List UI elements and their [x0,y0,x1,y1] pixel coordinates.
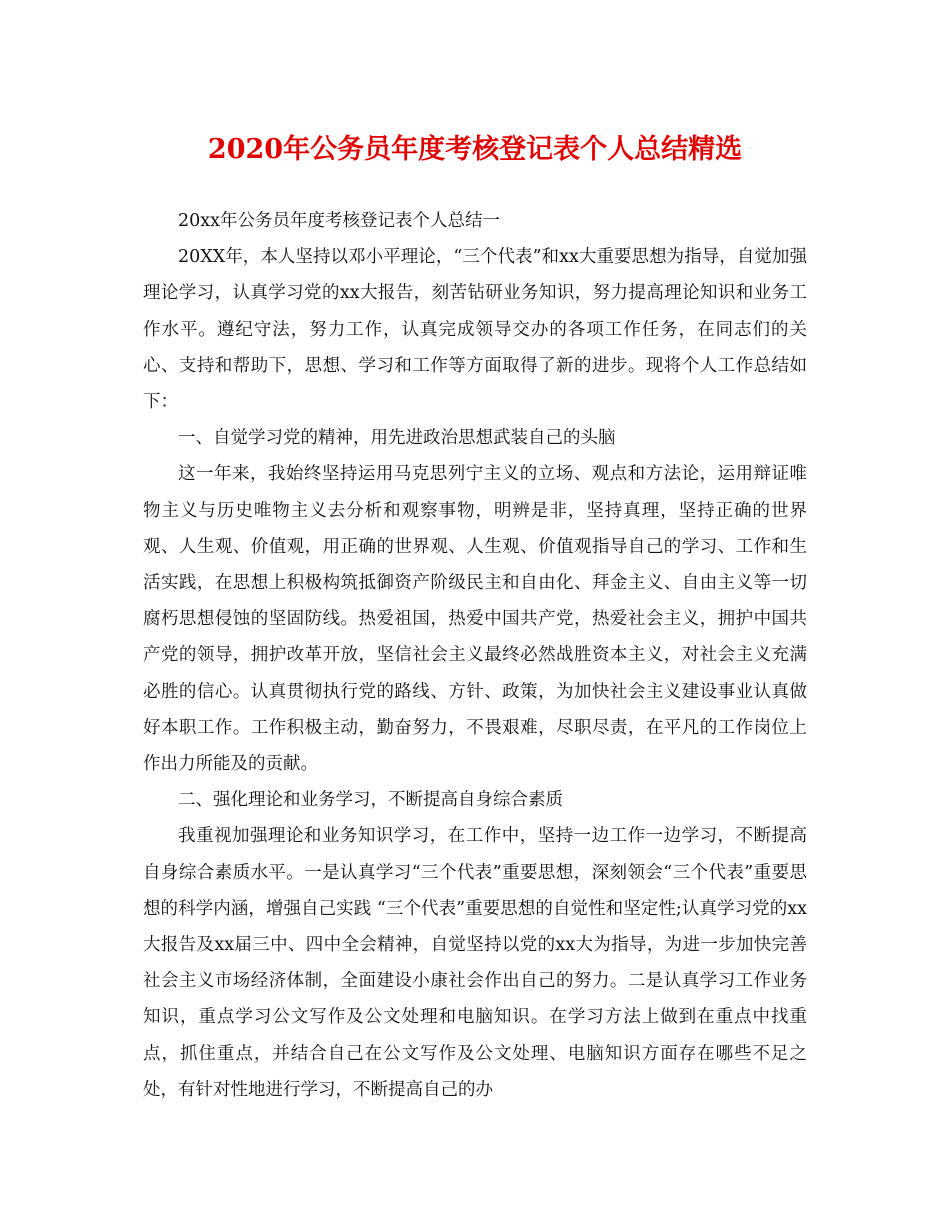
intro-paragraph: 20XX年，本人坚持以邓小平理论，“三个代表”和xx大重要思想为指导，自觉加强理论学习，认真学习党的xx大报告，刻苦钻研业务知识，努力提高理论知识和业务工作水平。遵纪守法，努力工作，认真完成领导交办的各项工作任务，在同志们的关心、支持和帮助下，思想、学习和工作等方面取得了新的进步。现将个人工作总结如下： [143,247,807,413]
section-subtitle: 20xx年公务员年度考核登记表个人总结一 [178,211,501,231]
section-2-paragraph: 我重视加强理论和业务知识学习，在工作中，坚持一边工作一边学习，不断提高自身综合素质水平。一是认真学习“三个代表”重要思想，深刻领会“三个代表”重要思想的科学内涵，增强自己实践 “三个代表”重要思想的自觉性和坚定性;认真学习党的xx大报告及xx届三中、四中全会精神，自觉坚持以党的xx大为指导，为进一步加快完善社会主义市场经济体制，全面建设小康社会作出自己的努力。二是认真学习工作业务知识，重点学习公文写作及公文处理和电脑知识。在学习方法上做到在重点中找重点，抓住重点，并结合自己在公文写作及公文处理、电脑知识方面存在哪些不足之处，有针对性地进行学习，不断提高自己的办 [143,826,807,1100]
document-title: 2020年公务员年度考核登记表个人总结精选 [207,134,743,165]
section-1-paragraph: 这一年来，我始终坚持运用马克思列宁主义的立场、观点和方法论，运用辩证唯物主义与历史唯物主义去分析和观察事物，明辨是非，坚持真理，坚持正确的世界观、人生观、价值观，用正确的世界观、人生观、价值观指导自己的学习、工作和生活实践，在思想上积极构筑抵御资产阶级民主和自由化、拜金主义、自由主义等一切腐朽思想侵蚀的坚固防线。热爱祖国，热爱中国共产党，热爱社会主义，拥护中国共产党的领导，拥护改革开放，坚信社会主义最终必然战胜资本主义，对社会主义充满必胜的信心。认真贯彻执行党的路线、方针、政策，为加快社会主义建设事业认真做好本职工作。工作积极主动，勤奋努力，不畏艰难，尽职尽责，在平凡的工作岗位上作出力所能及的贡献。 [143,464,807,775]
section-heading-2: 二、强化理论和业务学习，不断提高自身综合素质 [178,790,563,811]
document-body [143,203,807,1108]
section-heading-1: 一、自觉学习党的精神，用先进政治思想武装自己的头脑 [178,428,616,449]
